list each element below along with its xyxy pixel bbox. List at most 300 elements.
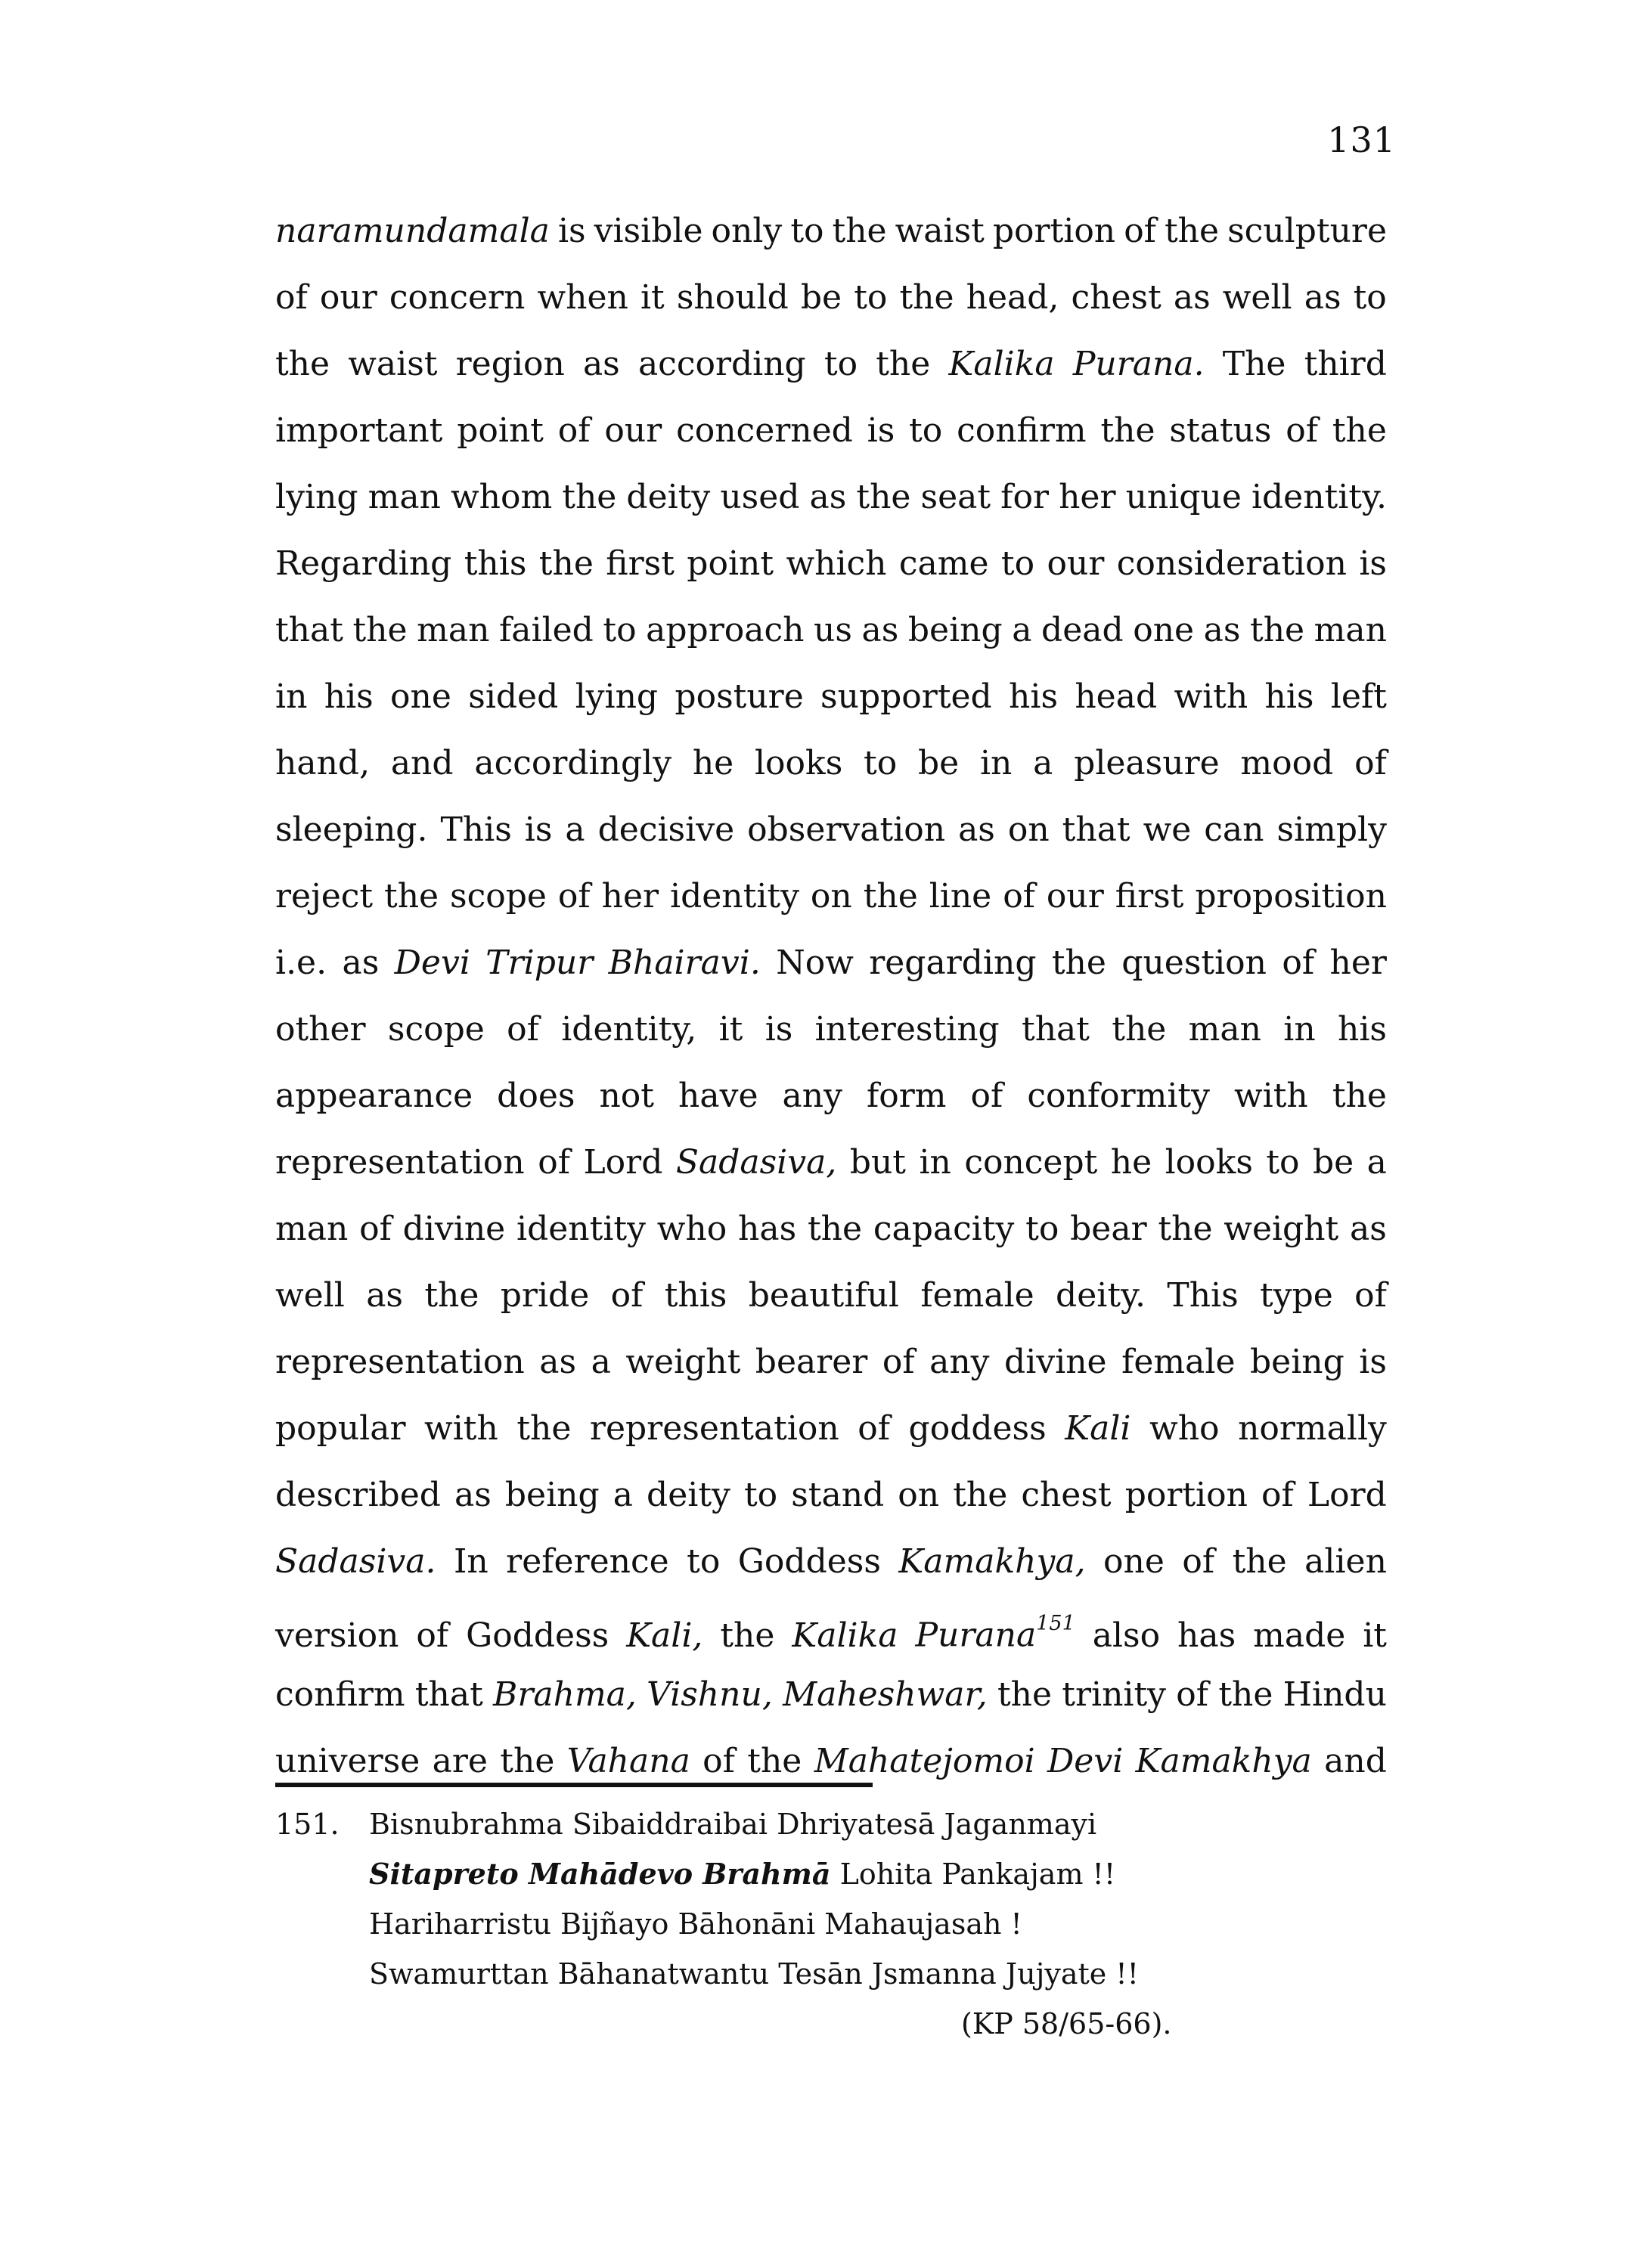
word: whom xyxy=(450,478,553,516)
text-line xyxy=(275,797,1387,863)
word: to xyxy=(823,345,858,383)
word: identity xyxy=(670,877,799,916)
word: universe xyxy=(275,1742,420,1780)
word: the xyxy=(1250,611,1305,649)
word: of xyxy=(1261,1476,1294,1514)
word: third xyxy=(1304,345,1387,383)
text-line xyxy=(275,996,1387,1063)
word: naramundamala xyxy=(275,212,550,250)
word: alien xyxy=(1304,1542,1387,1581)
text-line xyxy=(275,730,1387,797)
footnote-line-4 xyxy=(275,1949,1334,1999)
word: the xyxy=(352,611,408,649)
word: seat xyxy=(920,478,991,516)
word: confirm xyxy=(957,411,1087,450)
word: important xyxy=(275,411,443,450)
word: of xyxy=(702,1742,735,1780)
word: of xyxy=(359,1210,392,1248)
word: the xyxy=(720,1616,775,1655)
word: that xyxy=(414,1675,483,1714)
word: the xyxy=(876,345,931,383)
word: representation xyxy=(275,1343,525,1381)
word: Bhairavi. xyxy=(608,943,761,982)
word: for xyxy=(1000,478,1049,516)
word: reference xyxy=(506,1542,669,1581)
word: his xyxy=(1264,677,1314,716)
word: a xyxy=(1366,1143,1387,1182)
word: Vahana xyxy=(566,1742,690,1780)
word: to xyxy=(1000,544,1035,583)
word: that xyxy=(275,611,343,649)
word: Kalika xyxy=(792,1616,898,1655)
word: Kalika xyxy=(948,345,1055,383)
word: our xyxy=(1047,544,1105,583)
word: man xyxy=(417,611,490,649)
word: with xyxy=(1174,677,1248,716)
word: as xyxy=(454,1476,492,1514)
word: the xyxy=(1165,212,1220,250)
word: being xyxy=(907,611,1003,649)
word: us xyxy=(814,611,852,649)
word: being xyxy=(504,1476,600,1514)
word: our xyxy=(1046,877,1104,916)
text-line xyxy=(275,331,1387,398)
text-line xyxy=(275,265,1387,331)
word: came xyxy=(898,544,989,583)
footnote-text-1: Bisnubrahma Sibaiddraibai Dhriyatesā Jaganmayi xyxy=(369,1808,1097,1841)
word: as xyxy=(1203,611,1241,649)
word: is xyxy=(765,1010,793,1049)
word: to xyxy=(743,1476,778,1514)
word: our xyxy=(604,411,662,450)
word: as xyxy=(958,810,995,849)
word: left xyxy=(1330,677,1387,716)
word: being xyxy=(1249,1343,1345,1381)
word: a xyxy=(591,1343,611,1381)
word: on xyxy=(810,877,852,916)
word: the xyxy=(275,345,330,383)
word: unique xyxy=(1125,478,1242,516)
word: trinity xyxy=(1062,1675,1167,1714)
word: identity. xyxy=(1251,478,1387,516)
word: be xyxy=(800,278,842,317)
footnote-line-3 xyxy=(275,1899,1334,1949)
word: in xyxy=(1283,1010,1316,1049)
word: Tripur xyxy=(485,943,594,982)
word: status xyxy=(1169,411,1272,450)
word: to xyxy=(864,744,898,782)
word: to xyxy=(854,278,888,317)
word: identity xyxy=(516,1210,646,1248)
word: as xyxy=(342,943,380,982)
word: man xyxy=(1313,611,1387,649)
word: looks xyxy=(754,744,843,782)
word: as xyxy=(1350,1210,1387,1248)
word: of xyxy=(538,1143,570,1182)
text-line xyxy=(275,1396,1387,1462)
word: sided xyxy=(468,677,559,716)
word: well xyxy=(1222,278,1292,317)
word: and xyxy=(1324,1742,1387,1780)
word: her xyxy=(1329,943,1387,982)
word: the xyxy=(516,1409,572,1448)
footnote-line-2 xyxy=(275,1849,1334,1899)
word: the xyxy=(1112,1010,1167,1049)
text-line xyxy=(275,1263,1387,1329)
word: of xyxy=(970,1077,1003,1115)
word: the xyxy=(538,544,594,583)
word: chest xyxy=(1021,1476,1112,1514)
word: head, xyxy=(966,278,1059,317)
text-line xyxy=(275,930,1387,996)
word: scope xyxy=(387,1010,485,1049)
text-line xyxy=(275,1063,1387,1129)
word: a xyxy=(613,1476,633,1514)
word: type xyxy=(1260,1276,1333,1315)
word: question xyxy=(1121,943,1267,982)
word: that xyxy=(1022,1010,1090,1049)
word: the xyxy=(1232,1542,1287,1581)
word: concern xyxy=(389,278,526,317)
word: head xyxy=(1075,677,1158,716)
word: which xyxy=(786,544,887,583)
word: of xyxy=(1354,1276,1387,1315)
text-line xyxy=(275,198,1387,265)
word: Purana. xyxy=(1072,345,1205,383)
word: as xyxy=(809,478,847,516)
word: man xyxy=(368,478,441,516)
text-line xyxy=(275,1129,1387,1196)
word: as xyxy=(1173,278,1211,317)
word: is xyxy=(557,212,586,250)
word: weight xyxy=(1224,1210,1339,1248)
word: point xyxy=(457,411,544,450)
word: Devi xyxy=(1047,1742,1124,1780)
word: not xyxy=(599,1077,654,1115)
word: supported xyxy=(820,677,992,716)
word: the xyxy=(832,212,887,250)
word: proposition xyxy=(1195,877,1387,916)
word: and xyxy=(390,744,454,782)
word: he xyxy=(1110,1143,1152,1182)
word: deity xyxy=(626,478,711,516)
word: be xyxy=(1312,1143,1354,1182)
word: has xyxy=(738,1210,797,1248)
text-line xyxy=(275,398,1387,464)
word: pride xyxy=(500,1276,590,1315)
text-line xyxy=(275,1662,1387,1728)
word: other xyxy=(275,1010,366,1049)
word: to xyxy=(603,611,637,649)
word: according xyxy=(637,345,806,383)
word: form xyxy=(866,1077,947,1115)
word: her xyxy=(601,877,659,916)
word: the xyxy=(997,1675,1053,1714)
word: line xyxy=(929,877,992,916)
word: stand xyxy=(791,1476,885,1514)
word: our xyxy=(319,278,377,317)
word: female xyxy=(920,1276,1034,1315)
word: beautiful xyxy=(748,1276,899,1315)
word: as xyxy=(366,1276,404,1315)
word: Maheshwar, xyxy=(783,1675,988,1714)
word: failed xyxy=(498,611,594,649)
word: as xyxy=(1304,278,1341,317)
text-line xyxy=(275,1196,1387,1263)
word: in xyxy=(979,744,1013,782)
word: are xyxy=(432,1742,488,1780)
word: Sadasiva. xyxy=(275,1542,436,1581)
word: accordingly xyxy=(474,744,672,782)
text-line xyxy=(275,464,1387,531)
word: point xyxy=(687,544,774,583)
word: the xyxy=(562,478,617,516)
word: has xyxy=(1177,1616,1236,1655)
footnotes xyxy=(275,1799,1334,2049)
word: sculpture xyxy=(1227,212,1387,250)
word: any xyxy=(782,1077,842,1115)
word: also xyxy=(1092,1616,1161,1655)
word: first xyxy=(606,544,675,583)
word: to xyxy=(909,411,943,450)
word: of xyxy=(557,877,591,916)
word: Devi xyxy=(394,943,470,982)
word: regarding xyxy=(869,943,1037,982)
word: the xyxy=(953,1476,1008,1514)
word: we xyxy=(1143,810,1192,849)
text-line xyxy=(275,863,1387,930)
body-text xyxy=(275,198,1387,1795)
word: representation xyxy=(275,1143,525,1182)
word: of xyxy=(1286,411,1319,450)
word: the xyxy=(1332,1077,1387,1115)
word: scope xyxy=(450,877,547,916)
word: hand, xyxy=(275,744,371,782)
word: be xyxy=(917,744,960,782)
footnote-line-1 xyxy=(275,1799,1334,1849)
word: deity xyxy=(647,1476,730,1514)
word: the xyxy=(1332,411,1387,450)
word: the xyxy=(899,278,954,317)
word: Vishnu, xyxy=(647,1675,773,1714)
word: this xyxy=(664,1276,727,1315)
word: the xyxy=(500,1742,555,1780)
word: Kali xyxy=(1065,1409,1131,1448)
word: confirm xyxy=(275,1675,405,1714)
footnote-text-4: Swamurttan Bāhanatwantu Tesān Jsmanna Jujyate !! xyxy=(369,1957,1139,1991)
word: chest xyxy=(1071,278,1162,317)
word: only xyxy=(711,212,783,250)
word: of xyxy=(557,411,591,450)
word: to xyxy=(790,212,824,250)
word: The xyxy=(1222,345,1286,383)
word: interesting xyxy=(814,1010,1000,1049)
word: of xyxy=(882,1343,915,1381)
word: the xyxy=(747,1742,802,1780)
word: approach xyxy=(646,611,805,649)
word: goddess xyxy=(908,1409,1047,1448)
word: of xyxy=(275,278,308,317)
footnote-number: 151. xyxy=(275,1808,340,1841)
word: the xyxy=(856,478,911,516)
word: Lord xyxy=(1307,1476,1387,1514)
word: lying xyxy=(575,677,659,716)
footnote-text-3: Hariharristu Bijñayo Bāhonāni Mahaujasah ! xyxy=(369,1907,1022,1941)
word: dead xyxy=(1041,611,1124,649)
word: the xyxy=(1100,411,1155,450)
word: in xyxy=(275,677,308,716)
footnote-ref: 151 xyxy=(1036,1612,1075,1635)
word: decisive xyxy=(597,810,735,849)
word: deity. xyxy=(1056,1276,1146,1315)
word: In xyxy=(453,1542,488,1581)
word: This xyxy=(440,810,512,849)
word: is xyxy=(524,810,553,849)
word: Kamakhya xyxy=(1135,1742,1312,1780)
word: conformity xyxy=(1027,1077,1210,1115)
word: man xyxy=(275,1210,349,1248)
word: consideration xyxy=(1116,544,1347,583)
word: divine xyxy=(402,1210,506,1248)
word: have xyxy=(678,1077,758,1115)
word: Purana$^{151}$ xyxy=(915,1612,1075,1655)
word: to xyxy=(1353,278,1387,317)
word: it xyxy=(1363,1616,1387,1655)
word: as xyxy=(539,1343,577,1381)
footnote-rule xyxy=(275,1783,873,1787)
word: one xyxy=(1133,611,1195,649)
word: weight xyxy=(625,1343,741,1381)
word: of xyxy=(1282,943,1315,982)
word: bear xyxy=(1070,1210,1147,1248)
footnote-citation-text: (KP 58/65-66). xyxy=(961,2007,1172,2040)
word: sleeping. xyxy=(275,810,428,849)
word: does xyxy=(497,1077,575,1115)
word: to xyxy=(1266,1143,1300,1182)
word: Goddess xyxy=(466,1616,609,1655)
text-line xyxy=(275,1529,1387,1595)
word: with xyxy=(1234,1077,1308,1115)
word: version xyxy=(275,1616,399,1655)
word: his xyxy=(1009,677,1059,716)
word: mood xyxy=(1240,744,1334,782)
word: is xyxy=(1359,544,1387,583)
word: is xyxy=(867,411,895,450)
word: bearer xyxy=(755,1343,868,1381)
word: should xyxy=(676,278,789,317)
word: the xyxy=(1051,943,1106,982)
word: his xyxy=(1337,1010,1387,1049)
word: of xyxy=(416,1616,449,1655)
word: of xyxy=(610,1276,644,1315)
word: one xyxy=(390,677,451,716)
word: Mahatejomoi xyxy=(814,1742,1035,1780)
word: who xyxy=(656,1210,727,1248)
word: he xyxy=(692,744,734,782)
word: it xyxy=(640,278,665,317)
word: portion xyxy=(992,212,1116,250)
word: capacity xyxy=(873,1210,1015,1248)
word: i.e. xyxy=(275,943,327,982)
footnote-text-2-bold: Sitapreto Mahādevo Brahmā xyxy=(369,1857,831,1891)
text-line xyxy=(275,1462,1387,1529)
word: Sadasiva, xyxy=(675,1143,837,1182)
word: of xyxy=(1182,1542,1215,1581)
word: Kali, xyxy=(626,1616,703,1655)
word: as xyxy=(582,345,620,383)
word: on xyxy=(898,1476,940,1514)
text-line xyxy=(275,597,1387,664)
footnote-text-2: Lohita Pankajam !! xyxy=(830,1857,1116,1891)
word: Brahma, xyxy=(493,1675,637,1714)
word: concerned xyxy=(676,411,853,450)
word: a xyxy=(1033,744,1053,782)
word: man xyxy=(1188,1010,1261,1049)
word: observation xyxy=(747,810,946,849)
word: Now xyxy=(776,943,854,982)
word: that xyxy=(1062,810,1130,849)
word: identity, xyxy=(561,1010,697,1049)
word: the xyxy=(1218,1675,1273,1714)
word: her xyxy=(1059,478,1116,516)
word: Goddess xyxy=(737,1542,881,1581)
word: appearance xyxy=(275,1077,473,1115)
word: any xyxy=(929,1343,990,1381)
word: his xyxy=(324,677,374,716)
word: of xyxy=(858,1409,890,1448)
word: a xyxy=(565,810,585,849)
word: simply xyxy=(1276,810,1387,849)
word: in xyxy=(919,1143,951,1182)
word: when xyxy=(537,278,628,317)
word: Lord xyxy=(583,1143,663,1182)
word: divine xyxy=(1004,1343,1107,1381)
word: first xyxy=(1115,877,1184,916)
word: the xyxy=(863,877,918,916)
word: the xyxy=(807,1210,863,1248)
word: reject xyxy=(275,877,374,916)
text-line xyxy=(275,1329,1387,1396)
text-line xyxy=(275,531,1387,597)
word: the xyxy=(1158,1210,1213,1248)
word: this xyxy=(464,544,527,583)
word: region xyxy=(455,345,565,383)
word: portion xyxy=(1124,1476,1248,1514)
word: to xyxy=(687,1542,721,1581)
word: can xyxy=(1204,810,1264,849)
word: described xyxy=(275,1476,441,1514)
word: visible xyxy=(594,212,703,250)
footnote-citation xyxy=(275,1999,1334,2049)
word: as xyxy=(861,611,899,649)
word: Kamakhya, xyxy=(898,1542,1086,1581)
word: made xyxy=(1253,1616,1346,1655)
word: of xyxy=(507,1010,539,1049)
word: representation xyxy=(589,1409,839,1448)
word: concept xyxy=(964,1143,1098,1182)
word: it xyxy=(718,1010,743,1049)
word: used xyxy=(720,478,800,516)
text-line xyxy=(275,1595,1387,1662)
word: the xyxy=(384,877,439,916)
word: normally xyxy=(1238,1409,1387,1448)
word: popular xyxy=(275,1409,406,1448)
word: posture xyxy=(675,677,804,716)
word: on xyxy=(1007,810,1050,849)
word: one xyxy=(1103,1542,1165,1581)
word: a xyxy=(1012,611,1032,649)
word: waist xyxy=(895,212,985,250)
